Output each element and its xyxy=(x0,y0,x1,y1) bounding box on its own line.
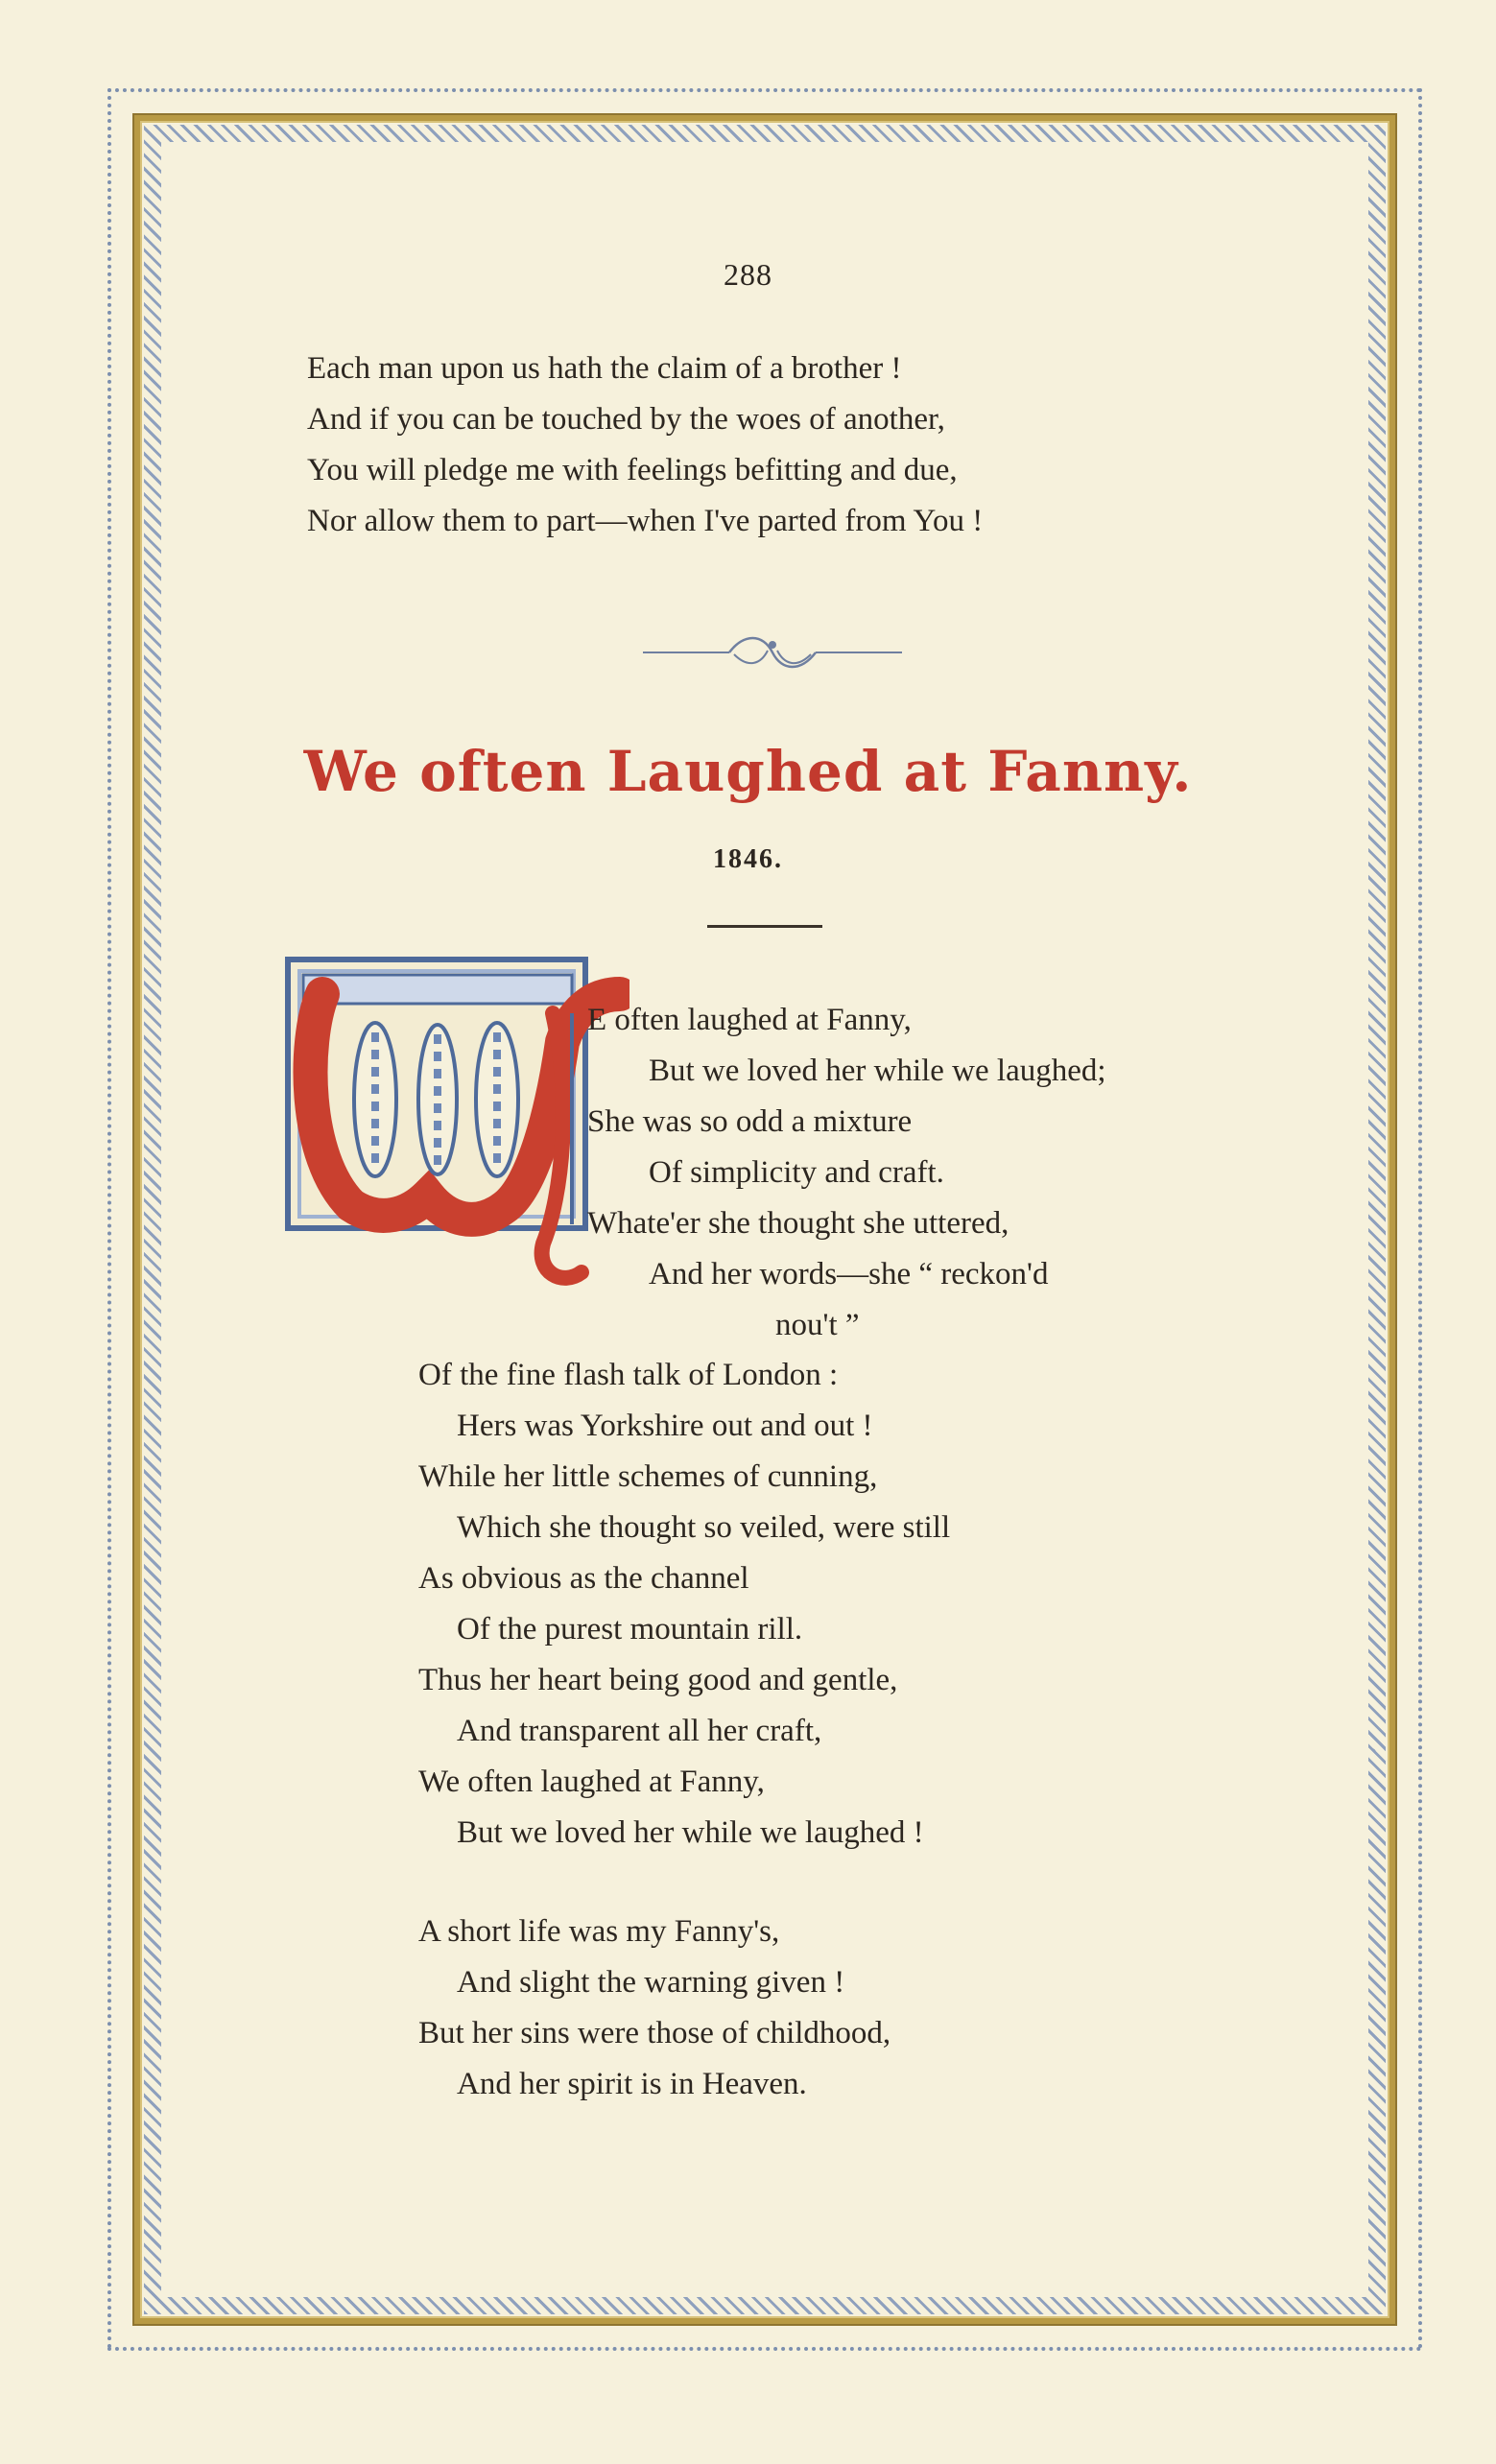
verse-line: And slight the warning given ! xyxy=(457,1965,845,2000)
page-number: 288 xyxy=(724,257,772,292)
verse-line: Of the purest mountain rill. xyxy=(457,1612,803,1647)
verse-line: But we loved her while we laughed ! xyxy=(457,1815,924,1850)
verse-line: You will pledge me with feelings befitting and due, xyxy=(307,453,958,487)
verse-line: Whate'er she thought she uttered, xyxy=(587,1206,1009,1241)
verse-line: Each man upon us hath the claim of a brother ! xyxy=(307,351,902,386)
flourish-ornament xyxy=(638,626,907,679)
verse-line: We often laughed at Fanny, xyxy=(418,1765,765,1799)
verse-line: But her sins were those of childhood, xyxy=(418,2016,891,2050)
dropcap-letter: W xyxy=(436,1291,437,1292)
verse-line: Of simplicity and craft. xyxy=(649,1155,944,1190)
verse-line: And her words—she “ reckon'd xyxy=(649,1257,1049,1291)
verse-line: Thus her heart being good and gentle, xyxy=(418,1663,898,1697)
top-stanza xyxy=(307,344,983,547)
verse-line: And transparent all her craft, xyxy=(457,1714,822,1748)
poem-block-2 xyxy=(418,1350,950,1859)
title-rule xyxy=(707,925,822,928)
verse-line: And if you can be touched by the woes of another, xyxy=(307,402,945,437)
poem-block-3 xyxy=(418,1907,890,2110)
poem-block-1 xyxy=(587,995,1106,1351)
verse-line: Nor allow them to part—when I've parted from You ! xyxy=(307,504,984,538)
verse-line: While her little schemes of cunning, xyxy=(418,1459,878,1494)
verse-line: But we loved her while we laughed; xyxy=(649,1054,1106,1088)
verse-line: As obvious as the channel xyxy=(418,1561,749,1596)
verse-line: Hers was Yorkshire out and out ! xyxy=(457,1409,873,1443)
poem-year: 1846. xyxy=(713,844,783,874)
verse-line: Which she thought so veiled, were still xyxy=(457,1510,951,1545)
verse-line: nou't ” xyxy=(775,1308,860,1342)
poem-title: We often Laughed at Fanny. xyxy=(303,739,1193,804)
verse-line: She was so odd a mixture xyxy=(587,1104,913,1139)
verse-line: And her spirit is in Heaven. xyxy=(457,2067,807,2101)
illuminated-initial xyxy=(284,956,629,1297)
verse-line: A short life was my Fanny's, xyxy=(418,1914,780,1949)
verse-line: E often laughed at Fanny, xyxy=(587,1003,912,1037)
verse-line: Of the fine flash talk of London : xyxy=(418,1358,839,1392)
